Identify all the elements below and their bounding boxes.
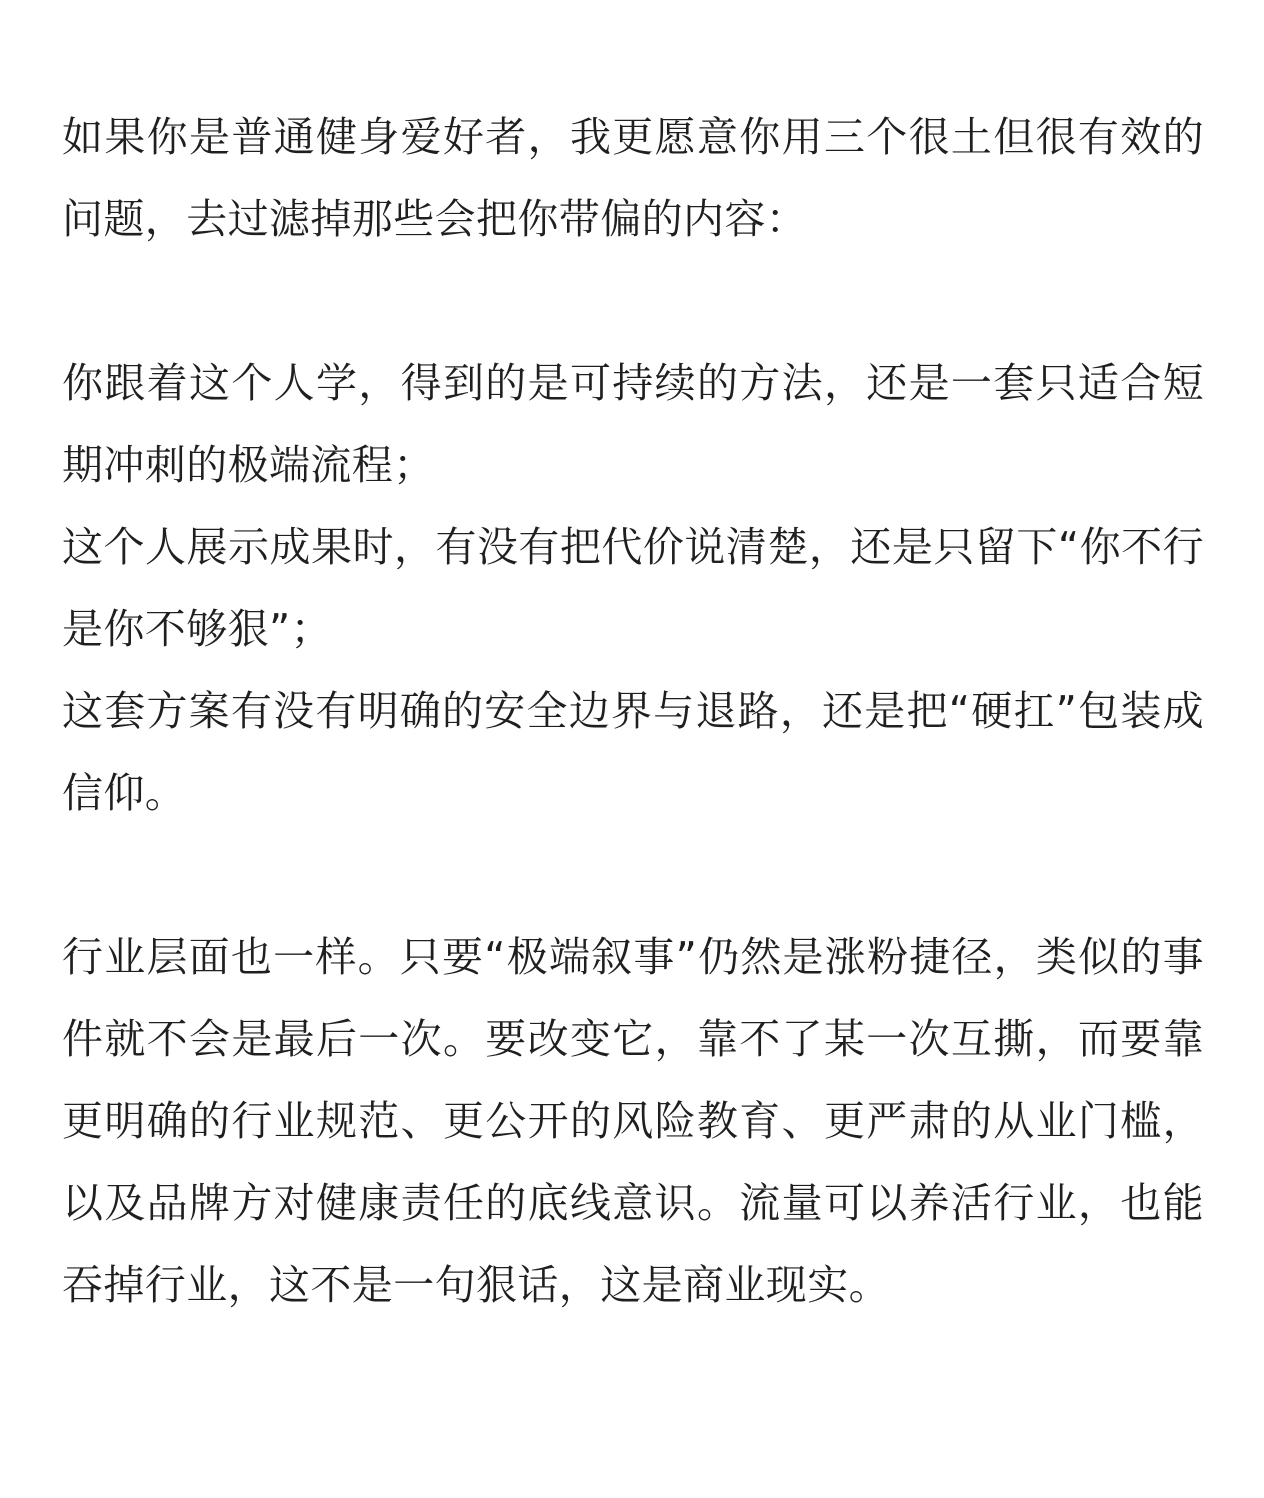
industry-paragraph: 行业层面也一样。只要“极端叙事”仍然是涨粉捷径，类似的事件就不会是最后一次。要改变它，靠不了某一次互撕，而要靠更明确的行业规范、更公开的风险教育、更严肃的从业门槛，以及品牌方对健康责任的底线意识。流量可以养活行业，也能吞掉行业，这不是一句狠话，这是商业现实。	[62, 933, 1204, 1309]
paragraph-spacer	[62, 834, 1204, 916]
question-2: 这个人展示成果时，有没有把代价说清楚，还是只留下“你不行是你不够狠”；	[62, 523, 1204, 653]
question-1: 你跟着这个人学，得到的是可持续的方法，还是一套只适合短期冲刺的极端流程；	[62, 359, 1204, 489]
article-body	[62, 96, 1204, 1326]
question-3: 这套方案有没有明确的安全边界与退路，还是把“硬扛”包装成信仰。	[62, 687, 1204, 817]
paragraph-spacer	[62, 260, 1204, 342]
intro-paragraph: 如果你是普通健身爱好者，我更愿意你用三个很土但很有效的问题，去过滤掉那些会把你带偏的内容：	[62, 113, 1204, 243]
